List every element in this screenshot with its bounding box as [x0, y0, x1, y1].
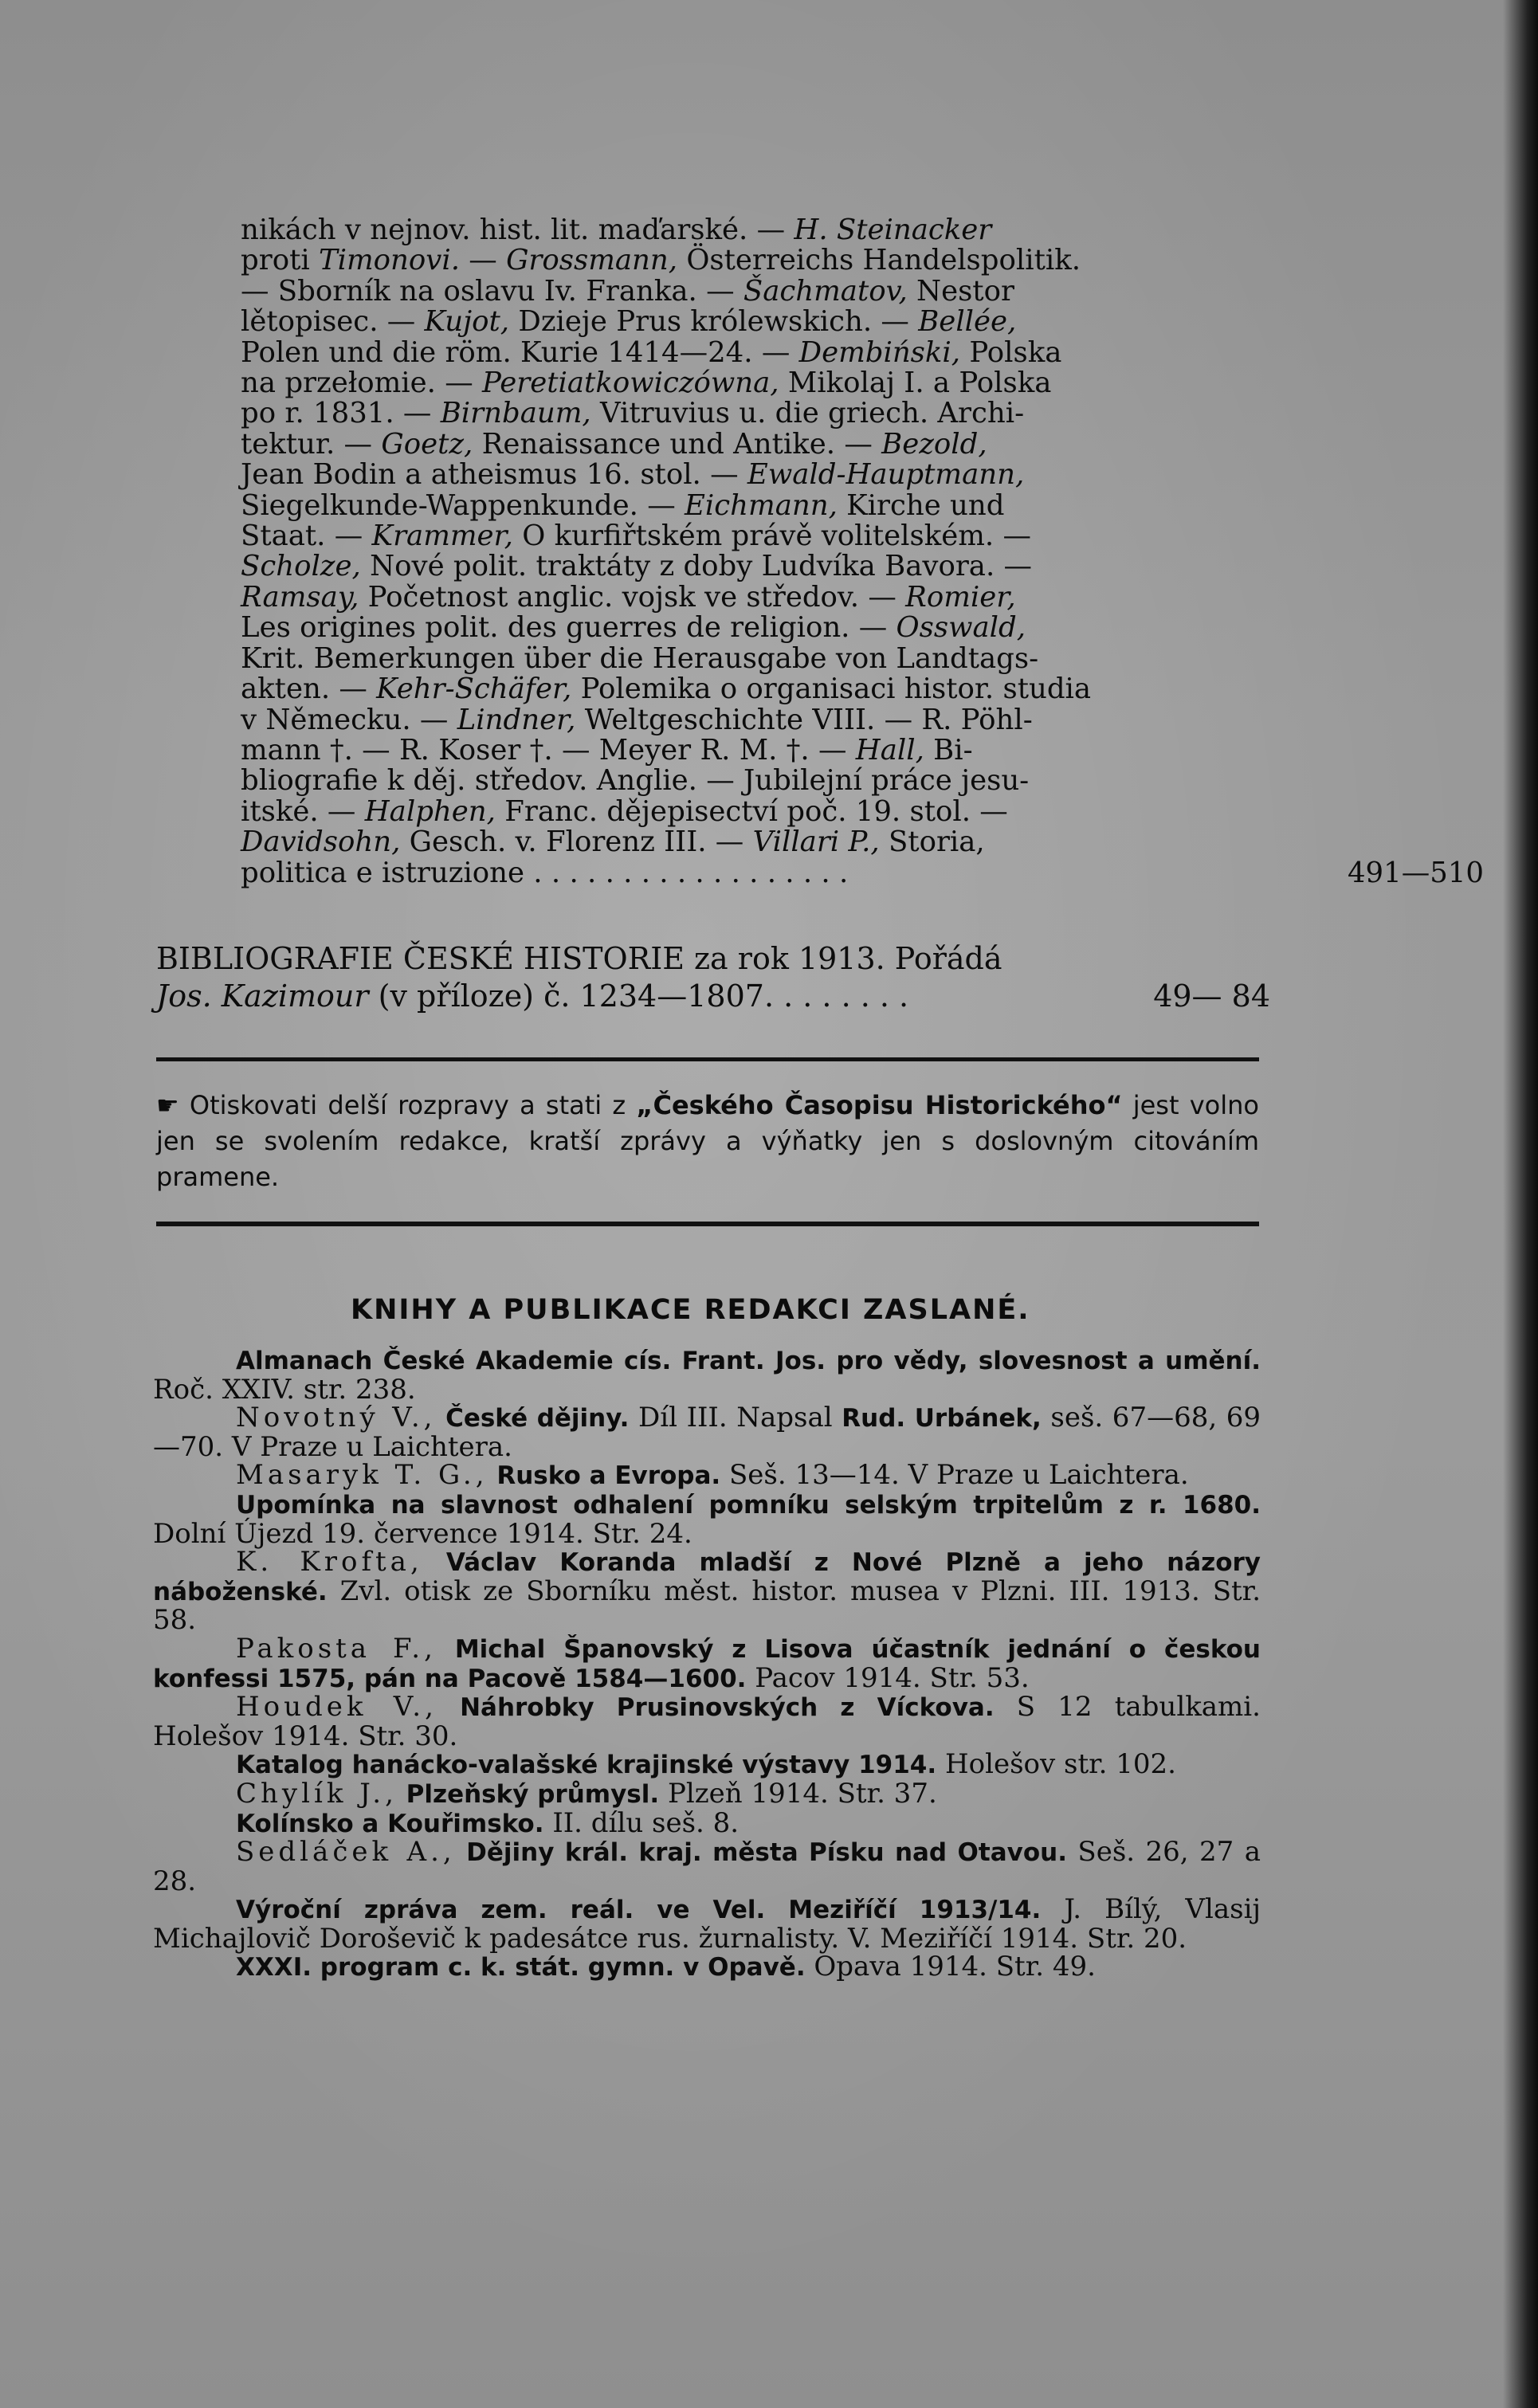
cited-author: Ewald-Hauptmann,: [747, 458, 1025, 492]
book-details: J. Bílý, Vlasij Michajlovič Doroševič k padesátce rus. žurnalisty. V. Meziříčí 1914. Str. 20.: [153, 1893, 1261, 1955]
contents-line: [241, 429, 1301, 460]
contents-line: [241, 551, 1301, 582]
bibliography-entry: [156, 940, 1270, 1015]
line-text: — Sborník na oslavu Iv. Franka. —: [241, 274, 743, 308]
line-text: Vitruvius u. die griech. Archi-: [590, 397, 1025, 430]
line-text: proti: [241, 244, 319, 277]
cited-author: Birnbaum,: [440, 397, 591, 430]
line-text: Početnost anglic. vojsk ve středov. —: [359, 580, 906, 614]
book-details: II. dílu seš. 8.: [543, 1806, 740, 1839]
book-title: Plzeňský průmysl.: [397, 1779, 660, 1809]
book-title: Výroční zpráva zem. reál. ve Vel. Meziříčí 1913/14.: [236, 1896, 1042, 1925]
line-text: Jean Bodin a atheismus 16. stol. —: [241, 458, 747, 492]
line-text: v Německu. —: [241, 703, 457, 736]
book-details: Dolní Újezd 19. července 1914. Str. 24.: [153, 1517, 692, 1550]
contents-line: [241, 613, 1301, 643]
bibliography-pages: 49— 84: [1153, 978, 1270, 1014]
line-text: Les origines polit. des guerres de religion. —: [241, 611, 897, 645]
contents-line: [241, 582, 1301, 613]
line-text: Renaissance und Antike. —: [473, 427, 882, 461]
line-text: Siegelkunde-Wappenkunde. —: [241, 488, 685, 522]
notice-text-start: Otiskovati delší rozpravy a stati z: [179, 1090, 637, 1120]
book-details: Seš. 26, 27 a 28.: [153, 1836, 1261, 1897]
line-text: Mikolaj I. a Polska: [779, 367, 1052, 400]
cited-author: H. Steinacker: [794, 214, 992, 246]
book-details: Díl III. Napsal: [629, 1402, 842, 1434]
bibliography-author: Jos. Kazimour: [156, 978, 369, 1014]
book-title: Dějiny král. kraj. města Písku nad Otavou.: [455, 1838, 1067, 1868]
divider-rule-bottom: [156, 1222, 1259, 1226]
line-text: Staat. —: [241, 520, 372, 553]
book-details: Seš. 13—14. V Praze u Laichtera.: [720, 1459, 1189, 1492]
contents-line: [241, 335, 1301, 369]
bibliography-detail: (v příloze) č. 1234—1807. . . . . . . .: [368, 978, 909, 1014]
book-details-more: seš. 67—68, 69—70. V Praze u Laichtera.: [153, 1402, 1261, 1463]
book-author: Chylík J.,: [236, 1777, 398, 1810]
contents-line: [241, 307, 1301, 337]
line-text: Dzieje Prus królewskich. —: [509, 305, 919, 339]
cited-author: Halphen,: [364, 794, 496, 828]
line-text: O kurfiřtském právě volitelském. —: [512, 520, 1031, 553]
cited-author: Hall,: [855, 733, 924, 767]
line-text: Polska: [960, 335, 1062, 369]
contents-line: [241, 215, 1301, 245]
contents-line: [241, 794, 1301, 828]
cited-author: Ramsay,: [241, 580, 359, 614]
contents-line: [241, 735, 1301, 766]
cited-author: Davidsohn,: [241, 826, 401, 859]
cited-author: Romier,: [905, 580, 1016, 614]
reprint-notice: [156, 1088, 1259, 1195]
contents-line: [241, 398, 1301, 429]
contents-entry-text: [241, 215, 1301, 858]
book-author-secondary: Rud. Urbánek,: [842, 1404, 1042, 1433]
cited-author: Scholze,: [241, 550, 361, 583]
book-author: Pakosta F.,: [236, 1632, 437, 1665]
line-text: Nestor: [907, 274, 1014, 308]
book-entry: [153, 1491, 1261, 1548]
contents-line: [241, 460, 1301, 490]
contents-entry: [241, 214, 1484, 889]
book-entry: [153, 1748, 1261, 1781]
book-entry: [153, 1461, 1261, 1491]
last-line-text: politica e istruzione . . . . . . . . . . . . . . . . . .: [241, 856, 849, 889]
line-text: Krit. Bemerkungen über die Herausgabe von Landtags-: [241, 641, 1039, 675]
received-books-list: [153, 1347, 1261, 1982]
line-text: Polemika o organisaci histor. studia: [571, 673, 1092, 706]
line-text: Storia,: [879, 826, 985, 859]
line-text: na przełomie. —: [241, 367, 482, 400]
book-entry: [153, 1838, 1261, 1896]
line-text: nikách v nejnov. hist. lit. maďarské. —: [241, 214, 795, 246]
contents-line: [241, 245, 1301, 276]
bibliography-title: BIBLIOGRAFIE ČESKÉ HISTORIE za rok 1913. Pořádá: [156, 941, 1002, 976]
book-author: Houdek V.,: [236, 1691, 437, 1724]
line-text: lětopisec. —: [241, 305, 425, 339]
cited-author: Villari P.,: [752, 826, 880, 859]
line-text: Gesch. v. Florenz III. —: [400, 826, 753, 859]
book-title: Almanach České Akademie cís. Frant. Jos. pro vědy, slovesnost a umění.: [236, 1347, 1261, 1375]
book-title: Kolínsko a Kouřimsko.: [236, 1809, 544, 1838]
cited-author: Osswald,: [896, 611, 1026, 645]
journal-name: „Českého Časopisu Historického“: [636, 1090, 1123, 1120]
cited-author: Peretiatkowiczówna,: [481, 367, 779, 400]
book-author: Masaryk T. G.,: [236, 1459, 488, 1492]
cited-author: Bellée,: [918, 305, 1017, 339]
book-entry: [153, 1693, 1261, 1751]
book-title: Náhrobky Prusinovských z Víckova.: [437, 1693, 995, 1723]
book-title: Michal Španovský z Lisova účastník jednání o českou konfessi 1575, pán na Pacově 1584—1600.: [153, 1634, 1261, 1693]
cited-author: Timonovi.: [318, 244, 460, 277]
contents-line: [241, 488, 1301, 522]
bibliography-line2: [156, 978, 1270, 1015]
contents-line: [241, 276, 1301, 307]
divider-rule-top: [156, 1057, 1259, 1061]
book-details: Zvl. otisk ze Sborníku měst. histor. musea v Plzni. III. 1913. Str. 58.: [153, 1575, 1261, 1637]
book-entry: [153, 1548, 1261, 1635]
cited-author: Bezold,: [881, 427, 987, 461]
page-range: 491—510: [1347, 856, 1484, 889]
cited-author: Lindner,: [457, 703, 576, 736]
book-entry: [153, 1806, 1261, 1839]
cited-author: Eichmann,: [685, 488, 838, 522]
book-entry: [153, 1893, 1261, 1955]
pointing-hand-icon: ☛: [156, 1090, 179, 1120]
contents-line: [241, 674, 1301, 704]
book-title: XXXI. program c. k. stát. gymn. v Opavě.: [236, 1953, 806, 1982]
book-details: Roč. XXIV. str. 238.: [153, 1373, 416, 1406]
contents-line: [241, 766, 1301, 796]
line-text: Nové polit. traktáty z doby Ludvíka Bavora. —: [360, 550, 1033, 583]
book-title: České dějiny.: [436, 1404, 630, 1433]
line-text: akten. —: [241, 673, 377, 706]
book-details: Opava 1914. Str. 49.: [805, 1951, 1096, 1983]
line-text: po r. 1831. —: [241, 397, 441, 430]
book-author: Novotný V.,: [236, 1402, 437, 1434]
line-text: Bi-: [924, 733, 973, 767]
book-title: Rusko a Evropa.: [488, 1461, 721, 1491]
book-entry: [153, 1777, 1261, 1810]
cited-author: Grossmann,: [506, 244, 678, 277]
line-text: Franc. dějepisectví poč. 19. stol. —: [495, 794, 1008, 828]
line-text: itské. —: [241, 794, 365, 828]
line-text: —: [459, 244, 507, 277]
line-text: Polen und die röm. Kurie 1414—24. —: [241, 335, 799, 369]
cited-author: Šachmatov,: [743, 274, 908, 308]
line-text: Kirche und: [837, 488, 1005, 522]
line-text: Österreichs Handelspolitik.: [677, 244, 1081, 277]
cited-author: Kehr-Schäfer,: [376, 673, 572, 706]
book-entry: [153, 1404, 1261, 1461]
line-text: mann †. — R. Koser †. — Meyer R. M. †. —: [241, 733, 856, 767]
contents-line: [241, 827, 1301, 857]
section-heading: KNIHY A PUBLIKACE REDAKCI ZASLANÉ.: [351, 1294, 1030, 1326]
book-details: Pacov 1914. Str. 53.: [746, 1661, 1030, 1694]
contents-line: [241, 641, 1301, 675]
notice-text-end: jest volno jen se svolením redakce, kratší zprávy a výňatky jen s doslovným citováním pramene.: [156, 1090, 1260, 1192]
book-details: Plzeň 1914. Str. 37.: [659, 1777, 937, 1810]
cited-author: Goetz,: [381, 427, 473, 461]
book-entry: [153, 1953, 1261, 1982]
cited-author: Krammer,: [371, 520, 513, 553]
book-author: K. Krofta,: [236, 1546, 423, 1579]
cited-author: Kujot,: [424, 305, 510, 339]
contents-entry-last-line: [241, 856, 1484, 889]
book-details: Holešov str. 102.: [936, 1748, 1176, 1781]
book-entry: [153, 1347, 1261, 1404]
contents-line: [241, 368, 1301, 398]
contents-line: [241, 521, 1301, 551]
line-text: tektur. —: [241, 427, 382, 461]
cited-author: Dembiński,: [798, 335, 961, 369]
book-entry: [153, 1632, 1261, 1694]
line-text: bliografie k děj. středov. Anglie. — Jubilejní práce jesu-: [241, 764, 1030, 798]
book-title: Katalog hanácko-valašské krajinské výstavy 1914.: [236, 1751, 937, 1780]
line-text: Weltgeschichte VIII. — R. Pöhl-: [575, 703, 1033, 736]
contents-line: [241, 705, 1301, 735]
book-author: Sedláček A.,: [236, 1836, 456, 1869]
book-title: Václav Koranda mladší z Nové Plzně a jeho názory náboženské.: [153, 1548, 1261, 1606]
book-title: Upomínka na slavnost odhalení pomníku selským trpitelům z r. 1680.: [236, 1490, 1261, 1520]
book-details: S 12 tabulkami. Holešov 1914. Str. 30.: [153, 1691, 1261, 1752]
